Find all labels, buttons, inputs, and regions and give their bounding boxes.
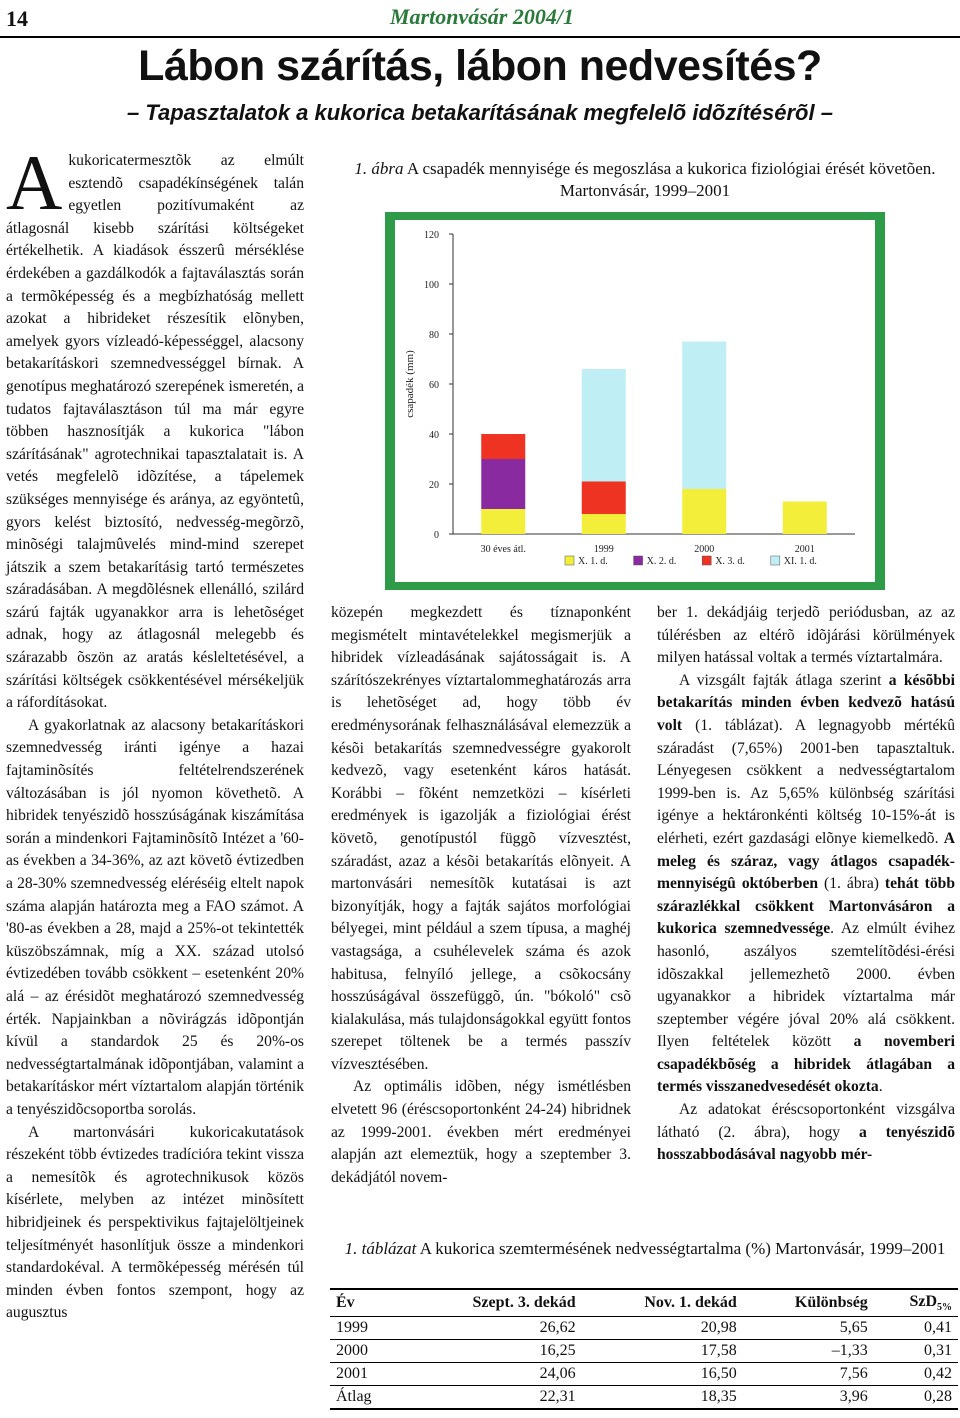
drop-cap: A bbox=[6, 139, 63, 226]
table-cell: 24,06 bbox=[404, 1363, 582, 1386]
rp2-f: tehát több szárazlékkal csökkent Martonvásáron a kukorica szemnedvessége bbox=[657, 875, 955, 938]
y-axis-label: csapadék (mm) bbox=[404, 350, 416, 418]
table-cell: 18,35 bbox=[582, 1386, 743, 1410]
right-column bbox=[657, 602, 955, 1167]
bar-segment bbox=[481, 459, 525, 509]
rp2-e: (1. ábra) bbox=[818, 875, 885, 893]
legend-label: X. 1. d. bbox=[578, 556, 608, 567]
bar-segment bbox=[582, 514, 626, 534]
page-number: 14 bbox=[6, 6, 28, 31]
table-header-cell bbox=[874, 1289, 958, 1317]
table-cell: 0,31 bbox=[874, 1340, 958, 1363]
legend-swatch bbox=[771, 556, 780, 565]
table-cell: 7,56 bbox=[743, 1363, 874, 1386]
bar-segment bbox=[481, 434, 525, 459]
legend-label: X. 2. d. bbox=[646, 556, 677, 567]
table-cell: 3,96 bbox=[743, 1386, 874, 1410]
table-header-cell: Év bbox=[330, 1289, 404, 1317]
moisture-table bbox=[330, 1288, 958, 1410]
right-paragraph-1: ber 1. dekádjáig terjedõ periódusban, az az túlérésben az eltérõ idõjárási körülmények milyen hatással voltak a termés víztartalmára. bbox=[657, 604, 955, 667]
table-cell: 20,98 bbox=[582, 1317, 743, 1340]
table-cell: 26,62 bbox=[404, 1317, 582, 1340]
table-row bbox=[330, 1317, 958, 1340]
table-cell: 2000 bbox=[330, 1340, 404, 1363]
legend-label: XI. 1. d. bbox=[783, 556, 817, 567]
page-header bbox=[0, 0, 960, 38]
table-row bbox=[330, 1386, 958, 1410]
rp2-i: . bbox=[878, 1078, 883, 1096]
rp2-h: a novemberi csapadékbõség a hibridek átlagában a termés visszanedvesedését okozta bbox=[657, 1033, 955, 1096]
table-cell: Átlag bbox=[330, 1386, 404, 1410]
header-rule bbox=[0, 36, 960, 38]
x-tick-label: 30 éves átl. bbox=[480, 544, 526, 555]
table-cell: –1,33 bbox=[743, 1340, 874, 1363]
bar-segment bbox=[481, 509, 525, 534]
left-paragraph-1-text: kukoricatermesztõk az elmúlt esztendõ csapadékínségének talán egyetlen pozitívumaként az átlagosnál kisebb szárítási költségeket értékelhetik. A kiadások ésszerû mérséklése érdekében a gazdálkodók a fajtaválasztás során a termõképesség és a megbízhatóság mellett azokat a hibrideket részesítik elõnyben, amelyek gyors vízleadó-képességgel, alacsony betakarításkori szemnedvességgel bírnak. A genotípus meghatározó szerepének ismeretén, a tudatos fajtaválasztáson túl ma már egyre többen hasznosítják a kukorica "lábon szárításának" agrotechnikai tapasztalatait is. A vetés megfelelõ idõzítése, a tápelemek szükséges mennyisége és aránya, az egyöntetû, gyors kelést biztosító, nedvesség-megõrzõ, minõségi talajmûvelés mind-mind szerepet játszik a szem betakarításig tartó természetes száradásában. A megdõlésnek ellenálló, szilárd szárú fajták ugyanakkor arra is lehetõséget adnak, hogy az átlagosnál melegebb és szárazabb õszön az aratás késleltetésével, a szárítási költségek csökkentésével mérsékeljük a ráfordításokat. bbox=[6, 152, 304, 712]
sd-subscript: 5% bbox=[937, 1302, 952, 1314]
table-cell: 0,42 bbox=[874, 1363, 958, 1386]
chart-svg bbox=[385, 212, 885, 590]
table-cell: 0,41 bbox=[874, 1317, 958, 1340]
table-caption bbox=[335, 1237, 955, 1260]
mid-paragraph-1: közepén megkezdett és tíznaponként megismételt mintavételekkel megismerjük a hibridek vízleadásának sajátosságait is. A szárítószekrényes víztartalommeghatározás arra is lehetõséget ad, hogy több év eredménysorának felhasználásával elemezzük a késõi betakarítás szemnedvességre gyakorolt kedvezõ, vagy esetenként káros hatását. Korábbi – fõként nemzetközi – kísérleti eredmények is igazolják a fiziológiai érést követõ, genotípustól függõ vízvesztést, száradást, azaz a késõi betakarítás elõnyeit. A martonvásári nemesítõk kutatásai is azt bizonyítják, hogy a fajták sajátos morfológiai bélyegei, mint például a szem típusa, a maghéj vastagsága, a csuhélevelek száma és azok habitusa, felnyíló jellege, a csõkocsány hosszúságával összefüggõ, ún. "bókoló" csõ kialakulása, más tulajdonságokkal együtt fontos szerepet töltenek be a termés passzív vízvesztésében. bbox=[331, 604, 631, 1073]
left-paragraph-2: A gyakorlatnak az alacsony betakarításkori szemnedvesség iránti igénye a hazai fajtaminõsítés feltételrendszerének változásában is jól nyomon követhetõ. A hibridek tenyészidõ hosszúságának kiszámítása során a mindenkori Fajtaminõsítõ Intézet a '60-as években a 34-36%, az azt követõ évtizedben a 28-30% szemnedvesség eléréséig eltelt napok száma alapján határozta meg a FAO számot. A '80-as években a 28, majd a 25%-ot tekintették küszöbszámnak, míg a XX. század utolsó évtizedében tovább csökkent – esetenként 20% alá – az érésidõt meghatározó szemnedvesség érték. Napjainkban a nõvirágzás idõpontján kívül a standardok 25 és 20%-os nedvességtartalmának idõpontjában, valamint a betakarításkor mért víztartalom alapján történik a tenyészidõcsoportba sorolás. bbox=[6, 716, 304, 1118]
y-tick-label: 100 bbox=[424, 280, 439, 291]
y-tick-label: 0 bbox=[434, 530, 439, 541]
article-subtitle: – Tapasztalatok a kukorica betakarításának megfelelõ idõzítésérõl – bbox=[127, 100, 833, 125]
x-tick-label: 2000 bbox=[694, 544, 715, 555]
x-tick-label: 1999 bbox=[593, 544, 614, 555]
legend-swatch bbox=[634, 556, 643, 565]
left-column bbox=[6, 139, 304, 1325]
right-paragraph-3 bbox=[657, 1099, 955, 1167]
figure-caption-label: 1. ábra bbox=[354, 159, 404, 178]
bar-segment bbox=[582, 369, 626, 482]
y-tick-label: 40 bbox=[429, 430, 439, 441]
legend-swatch bbox=[702, 556, 711, 565]
left-paragraph-1 bbox=[6, 139, 304, 715]
table-cell: 16,25 bbox=[404, 1340, 582, 1363]
table-cell: 1999 bbox=[330, 1317, 404, 1340]
table-caption-label: 1. táblázat bbox=[344, 1239, 417, 1258]
middle-column bbox=[331, 602, 631, 1189]
table-row bbox=[330, 1363, 958, 1386]
figure-caption bbox=[335, 158, 955, 202]
mid-paragraph-2: Az optimális idõben, négy ismétlésben elvetett 96 (éréscsoportonként 24-24) hibridnek az 1999-2001. években mért eredményei alapján azt elemeztük, hogy a szeptember 3. dekádjától novem- bbox=[331, 1078, 631, 1186]
y-tick-label: 80 bbox=[429, 330, 439, 341]
y-tick-label: 120 bbox=[424, 230, 439, 241]
rp2-g: . Az elmúlt évihez hasonló, aszályos szemtelítõdési-érési idõszakkal jellemezhetõ 2000. évben ugyanakkor a hibridek víztartalma már szeptember végére jóval 20% alá csökkent. Ilyen feltételek között bbox=[657, 920, 955, 1051]
table-header-cell: Szept. 3. dekád bbox=[404, 1289, 582, 1317]
rp2-c: (1. táblázat). A legnagyobb mértékû száradást (7,65%) 2001-ben tapasztaltuk. Lényegesen csökkent a nedvességtartalom 1999-ben is. Az 5,65% különbség szárítási igénye a hektáronkénti költség 10-15%-át is elérheti, ezért gazdasági elõnye kiemelkedõ. bbox=[657, 716, 955, 847]
bar-segment bbox=[582, 482, 626, 515]
table-caption-text: A kukorica szemtermésének nedvességtartalma (%) Martonvásár, 1999–2001 bbox=[416, 1239, 946, 1258]
right-paragraph-2 bbox=[657, 670, 955, 1099]
table-row bbox=[330, 1340, 958, 1363]
table-header-cell: Különbség bbox=[743, 1289, 874, 1317]
precipitation-chart bbox=[385, 212, 885, 590]
table-cell: 2001 bbox=[330, 1363, 404, 1386]
bar-segment bbox=[682, 342, 726, 490]
y-tick-label: 60 bbox=[429, 380, 439, 391]
x-tick-label: 2001 bbox=[794, 544, 815, 555]
article-title: Lábon szárítás, lábon nedvesítés? bbox=[138, 42, 822, 90]
journal-title: Martonvásár 2004/1 bbox=[390, 4, 574, 29]
table-cell: 17,58 bbox=[582, 1340, 743, 1363]
rp2-b: a késõbbi betakarítás minden évben kedvezõ hatású volt bbox=[657, 671, 955, 734]
table-cell: 22,31 bbox=[404, 1386, 582, 1410]
figure-caption-text: A csapadék mennyisége és megoszlása a kukorica fiziológiai érését követõen. Martonvásár, 1999–2001 bbox=[403, 159, 936, 200]
rp3-a: Az adatokat éréscsoportonként vizsgálva látható (2. ábra), hogy bbox=[657, 1101, 955, 1141]
table-header-cell: Nov. 1. dekád bbox=[582, 1289, 743, 1317]
legend-label: X. 3. d. bbox=[715, 556, 745, 567]
rp2-d: A meleg és száraz, vagy átlagos csapadék-mennyiségû októberben bbox=[657, 829, 955, 893]
table-header-row bbox=[330, 1289, 958, 1317]
left-paragraph-3: A martonvásári kukoricakutatások részeként több évtizedes tradícióra tekint vissza a nemesítõk és agrotechnikusok közös kísérlete, melyben az intézet minõsített hibridjeinek és perspektivikus fajtajelöltjeinek teljesítményét hasonlítjuk össze a mindenkori standardokéval. A termõképesség mérésén túl minden évben fontos szempont, hogy az augusztus bbox=[6, 1123, 304, 1322]
bar-segment bbox=[783, 502, 827, 535]
y-tick-label: 20 bbox=[429, 480, 439, 491]
table-cell: 5,65 bbox=[743, 1317, 874, 1340]
rp2-a: A vizsgált fajták átlaga szerint bbox=[679, 671, 889, 689]
table-cell: 0,28 bbox=[874, 1386, 958, 1410]
bar-segment bbox=[682, 489, 726, 534]
table-cell: 16,50 bbox=[582, 1363, 743, 1386]
rp3-b: a tenyészidõ hosszabbodásával nagyobb mér- bbox=[657, 1123, 956, 1164]
legend-swatch bbox=[565, 556, 574, 565]
sd-header: SzD bbox=[909, 1293, 937, 1310]
